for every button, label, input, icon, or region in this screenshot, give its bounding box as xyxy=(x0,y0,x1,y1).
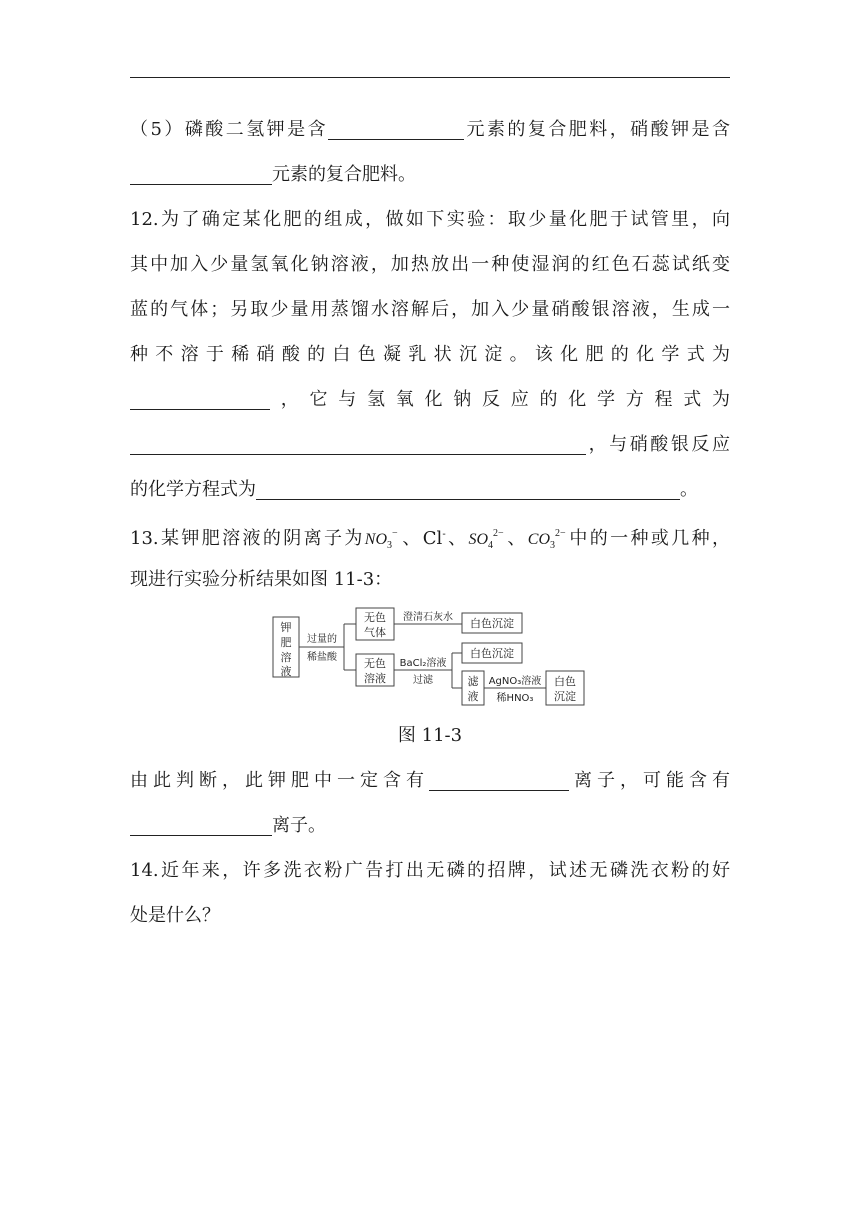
q12-text-6: ，与硝酸银反应 xyxy=(586,434,730,455)
q12-line6 xyxy=(130,427,730,463)
solution-line1: 无色 xyxy=(364,657,386,670)
gas-line1: 无色 xyxy=(364,611,386,624)
q12-line3: 蓝的气体；另取少量用蒸馏水溶解后，加入少量硝酸银溶液，生成一 xyxy=(130,299,730,320)
chloride-charge: - xyxy=(442,529,446,540)
q13-sep3: 、 xyxy=(505,528,528,549)
q12-blank-formula[interactable] xyxy=(130,387,270,410)
q12-blank-naoh-eq[interactable] xyxy=(130,432,586,455)
q5-blank-2[interactable] xyxy=(130,162,272,185)
q13-line2: 现进行实验分析结果如图 11-3： xyxy=(130,569,393,590)
q13-text-3b: 离子，可能含有 xyxy=(569,770,730,791)
agno3-label: AgNO₃溶液 xyxy=(488,676,542,687)
q5-text-1: （5）磷酸二氢钾是含 xyxy=(130,119,329,140)
q5-line2 xyxy=(130,157,730,193)
ion-sulfate-charge: 2− xyxy=(493,528,504,539)
q12-line1: 12.为了确定某化肥的组成，做如下实验：取少量化肥于试管里，向 xyxy=(130,209,730,230)
q13-sep2: 、 xyxy=(445,528,469,549)
ion-sulfate-sub: 4 xyxy=(488,540,494,551)
q14-line2: 处是什么？ xyxy=(130,905,220,926)
reagent1-line1: 过量的 xyxy=(307,634,337,645)
start-char-4: 液 xyxy=(280,665,292,678)
filter-label: 过滤 xyxy=(413,675,433,686)
ppt3-line2: 沉淀 xyxy=(554,690,576,703)
q13-line4 xyxy=(130,808,730,844)
ion-carbonate-sub: 3 xyxy=(550,540,556,551)
q14-line1: 14.近年来，许多洗衣粉广告打出无磷的招牌，试述无磷洗衣粉的好 xyxy=(130,860,730,881)
ppt3-line1: 白色 xyxy=(554,675,576,688)
q5-text-2: 元素的复合肥料，硝酸钾是含 xyxy=(464,119,731,140)
q13-tail: 中的一种或几种， xyxy=(567,528,731,549)
ion-carbonate xyxy=(527,522,566,564)
q13-blank-definite[interactable] xyxy=(429,768,569,791)
flow-diagram xyxy=(270,605,590,709)
q12-line4: 种不溶于稀硝酸的白色凝乳状沉淀。该化肥的化学式为 xyxy=(130,344,730,365)
q12-line5 xyxy=(130,382,730,418)
filtrate-line1: 滤 xyxy=(467,675,479,688)
reagent1-line2: 稀盐酸 xyxy=(307,652,337,663)
solution-line2: 溶液 xyxy=(364,672,386,685)
ppt2-label: 白色沉淀 xyxy=(470,647,514,660)
start-char-2: 肥 xyxy=(280,636,292,649)
ion-nitrate xyxy=(364,522,398,564)
ion-sulfate-base: SO xyxy=(468,531,489,548)
q13-lead: 13.某钾肥溶液的阴离子为 xyxy=(130,528,365,549)
header-rule xyxy=(130,77,730,78)
q5-line1 xyxy=(130,112,730,148)
q5-blank-1[interactable] xyxy=(328,117,464,140)
ion-nitrate-sub: 3 xyxy=(387,540,393,551)
q13-line1 xyxy=(130,517,730,564)
ion-sulfate xyxy=(468,522,504,564)
q12-text-5: ，它与氢氧化钠反应的化学方程式为 xyxy=(270,389,730,410)
ion-nitrate-base: NO xyxy=(364,531,388,548)
q13-sep1: 、Cl xyxy=(400,528,443,549)
hno3-label: 稀HNO₃ xyxy=(496,693,534,704)
limewater-label: 澄清石灰水 xyxy=(403,612,453,623)
bacl2-label: BaCl₂溶液 xyxy=(399,658,447,669)
q12-text-7a: 的化学方程式为 xyxy=(130,479,256,500)
ion-carbonate-base: CO xyxy=(527,531,551,548)
q5-text-3: 元素的复合肥料。 xyxy=(272,164,416,185)
start-char-3: 溶 xyxy=(280,651,292,664)
start-char-1: 钾 xyxy=(280,621,292,634)
filtrate-line2: 液 xyxy=(467,690,479,703)
figure-caption: 图 11-3 xyxy=(397,725,463,746)
ppt1-label: 白色沉淀 xyxy=(470,617,514,630)
ion-carbonate-charge: 2− xyxy=(555,528,566,539)
ion-nitrate-charge: − xyxy=(392,528,398,539)
q13-text-3a: 由此判断，此钾肥中一定含有 xyxy=(130,770,429,791)
q13-line3 xyxy=(130,763,730,799)
q12-blank-agno3-eq[interactable] xyxy=(256,477,680,500)
q12-text-7b: 。 xyxy=(680,479,698,500)
q12-line2: 其中加入少量氢氧化钠溶液，加热放出一种使湿润的红色石蕊试纸变 xyxy=(130,254,730,275)
q13-text-4: 离子。 xyxy=(272,815,326,836)
gas-line2: 气体 xyxy=(364,626,386,639)
q12-line7 xyxy=(130,472,730,508)
q13-blank-possible[interactable] xyxy=(130,813,272,836)
